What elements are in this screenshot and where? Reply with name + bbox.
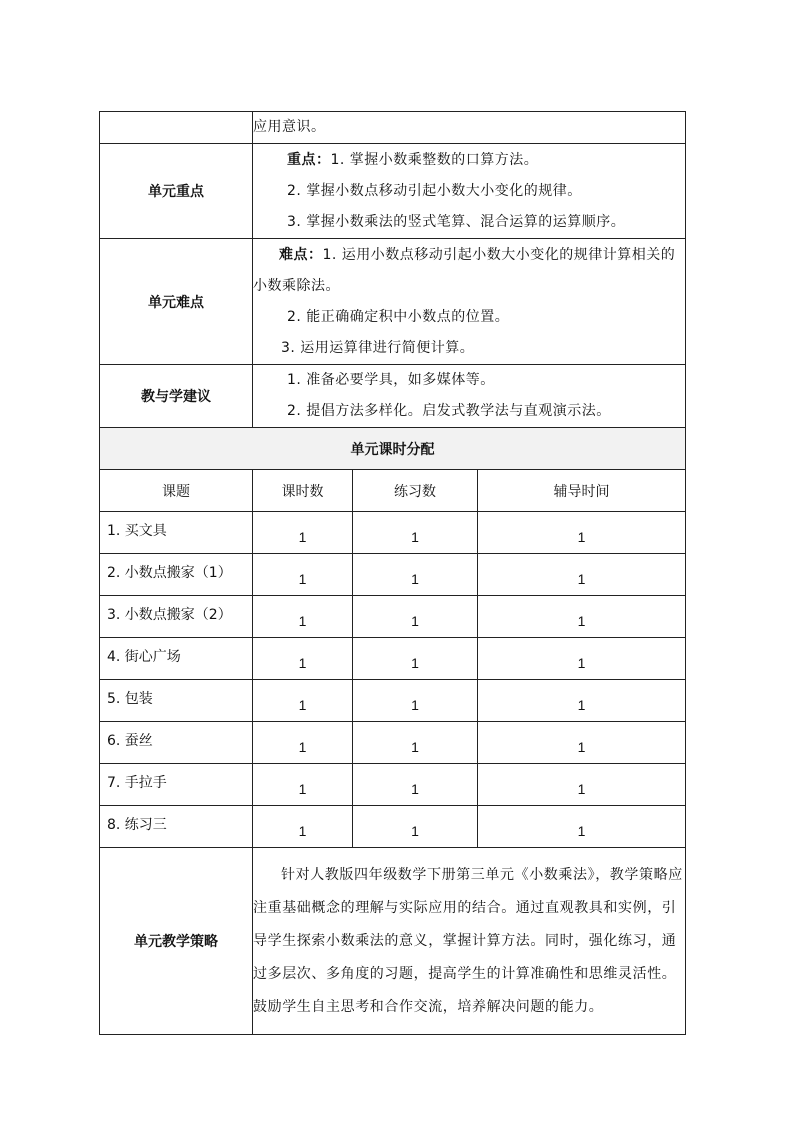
lesson-hours: 1 — [253, 596, 353, 638]
lesson-name: 6. 蚕丝 — [100, 722, 253, 764]
lesson-exercises: 1 — [353, 638, 478, 680]
lesson-tutoring: 1 — [478, 764, 686, 806]
difficulties-label: 单元难点 — [100, 239, 253, 365]
lesson-hours: 1 — [253, 722, 353, 764]
key-points-label: 单元重点 — [100, 144, 253, 239]
strategy-row — [100, 848, 686, 1035]
lesson-name: 7. 手拉手 — [100, 764, 253, 806]
suggestions-content — [253, 365, 686, 428]
lesson-hours: 1 — [253, 806, 353, 848]
lesson-name: 3. 小数点搬家（2） — [100, 596, 253, 638]
strategy-content — [253, 848, 686, 1035]
difficulties-line-3: 3. 运用运算律进行简便计算。 — [281, 339, 475, 356]
difficulties-row — [100, 239, 686, 365]
col-header-lesson: 课题 — [100, 470, 253, 512]
difficulties-line-1: 1. 运用小数点移动引起小数大小变化的规律计算相关的小数乘除法。 — [253, 246, 676, 294]
lesson-tutoring: 1 — [478, 596, 686, 638]
suggestions-line-2: 2. 提倡方法多样化。启发式教学法与直观演示法。 — [287, 403, 611, 419]
lesson-name: 5. 包装 — [100, 680, 253, 722]
table-row — [100, 806, 686, 848]
lesson-hours: 1 — [253, 512, 353, 554]
table-row — [100, 596, 686, 638]
continuation-label-cell — [100, 112, 253, 144]
col-header-hours: 课时数 — [253, 470, 353, 512]
key-points-content — [253, 144, 686, 239]
allocation-title-row — [100, 428, 686, 470]
continuation-row — [100, 112, 686, 144]
lesson-exercises: 1 — [353, 764, 478, 806]
lesson-tutoring: 1 — [478, 554, 686, 596]
strategy-label: 单元教学策略 — [100, 848, 253, 1035]
key-points-line-2: 2. 掌握小数点移动引起小数大小变化的规律。 — [287, 182, 582, 199]
allocation-title: 单元课时分配 — [100, 428, 686, 470]
unit-plan-table — [99, 111, 686, 1035]
col-header-exercises: 练习数 — [353, 470, 478, 512]
lesson-exercises: 1 — [353, 722, 478, 764]
col-header-tutoring: 辅导时间 — [478, 470, 686, 512]
table-row — [100, 512, 686, 554]
suggestions-label: 教与学建议 — [100, 365, 253, 428]
lesson-tutoring: 1 — [478, 512, 686, 554]
lesson-exercises: 1 — [353, 554, 478, 596]
lesson-tutoring: 1 — [478, 680, 686, 722]
table-row — [100, 638, 686, 680]
difficulties-lead: 难点： — [279, 246, 323, 263]
lesson-tutoring: 1 — [478, 638, 686, 680]
lesson-name: 1. 买文具 — [100, 512, 253, 554]
difficulties-line-2: 2. 能正确确定积中小数点的位置。 — [287, 308, 510, 325]
table-row — [100, 680, 686, 722]
key-points-lead: 重点： — [287, 151, 331, 168]
lesson-tutoring: 1 — [478, 722, 686, 764]
lesson-name: 4. 街心广场 — [100, 638, 253, 680]
lesson-hours: 1 — [253, 554, 353, 596]
lesson-exercises: 1 — [353, 512, 478, 554]
lesson-name: 2. 小数点搬家（1） — [100, 554, 253, 596]
table-row — [100, 722, 686, 764]
lesson-exercises: 1 — [353, 806, 478, 848]
lesson-exercises: 1 — [353, 680, 478, 722]
key-points-row — [100, 144, 686, 239]
difficulties-content — [253, 239, 686, 365]
lesson-hours: 1 — [253, 680, 353, 722]
strategy-text: 针对人教版四年级数学下册第三单元《小数乘法》，教学策略应注重基础概念的理解与实际应用的结合。通过直观教具和实例，引导学生探索小数乘法的意义，掌握计算方法。同时，强化练习，通过多层次、多角度的习题，提高学生的计算准确性和思维灵活性。鼓励学生自主思考和合作交流，培养解决问题的能力。 — [253, 866, 683, 1015]
key-points-line-1: 1. 掌握小数乘整数的口算方法。 — [330, 151, 539, 168]
suggestions-line-1: 1. 准备必要学具，如多媒体等。 — [287, 372, 495, 388]
lesson-hours: 1 — [253, 764, 353, 806]
lesson-tutoring: 1 — [478, 806, 686, 848]
allocation-header-row — [100, 470, 686, 512]
lesson-name: 8. 练习三 — [100, 806, 253, 848]
continuation-text: 应用意识。 — [253, 112, 686, 144]
lesson-hours: 1 — [253, 638, 353, 680]
table-row — [100, 764, 686, 806]
lesson-exercises: 1 — [353, 596, 478, 638]
key-points-line-3: 3. 掌握小数乘法的竖式笔算、混合运算的运算顺序。 — [287, 213, 626, 230]
suggestions-row — [100, 365, 686, 428]
table-row — [100, 554, 686, 596]
